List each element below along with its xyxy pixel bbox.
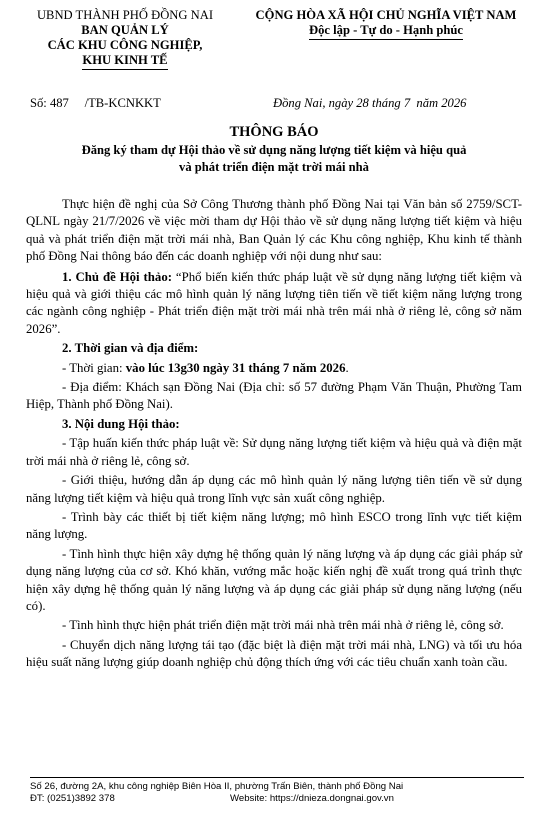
nation-title: CỘNG HÒA XÃ HỘI CHỦ NGHĨA VIỆT NAM xyxy=(255,8,517,22)
content-item: - Chuyển dịch năng lượng tái tạo (đặc biệt là điện mặt trời mái nhà, LNG) và tối ưu hóa hiệu suất năng lượng giúp doanh nghiệp chủ động thích ứng với các tiêu chuẩn xanh toàn cầu. xyxy=(26,637,522,670)
content-item: - Giới thiệu, hướng dẫn áp dụng các mô hình quản lý năng lượng tiên tiến về sử dụng năng lượng tiết kiệm và hiệu quả trong lĩnh vực sản xuất công nghiệp. xyxy=(26,473,522,505)
intro-paragraph: Thực hiện đề nghị của Sở Công Thương thành phố Đồng Nai tại Văn bản số 2759/SCT-QLNL ngày 21/7/2026 về việc mời tham dự Hội thảo về sử dụng năng lượng tiết kiệm và hiệu quả và phát triển điện mặt trời mái nhà, Ban Quản lý các Khu công nghiệp, Khu kinh tế thành phố Đồng Nai thông báo đến các doanh nghiệp với nội dung như sau: xyxy=(26,197,522,264)
content-item: - Tình hình thực hiện phát triển điện mặt trời mái nhà trên mái nhà ở riêng lẻ, công sở. xyxy=(62,618,504,633)
document-number: Số: 487 /TB-KCNKKT xyxy=(30,96,161,110)
venue-line: - Địa điểm: Khách sạn Đồng Nai (Địa chỉ: số 57 đường Phạm Văn Thuận, Phường Tam Hiệp, Thành phố Đồng Nai). xyxy=(26,380,522,412)
page-footer xyxy=(30,777,524,805)
footer-website: Website: https://dnieza.dongnai.gov.vn xyxy=(230,793,394,804)
time-line xyxy=(26,360,522,377)
issuing-authority xyxy=(20,8,230,70)
subject-line-2: và phát triển điện mặt trời mái nhà xyxy=(179,160,369,174)
content-item: - Tập huấn kiến thức pháp luật về: Sử dụng năng lượng tiết kiệm và hiệu quả và điện mặt trời mái nhà ở riêng lẻ, công sở. xyxy=(26,436,522,468)
time-value: vào lúc 13g30 ngày 31 tháng 7 năm 2026 xyxy=(125,360,346,375)
org-line-1: UBND THÀNH PHỐ ĐỒNG NAI xyxy=(36,8,214,22)
document-date: Đồng Nai, ngày 28 tháng 7 năm 2026 xyxy=(273,96,467,110)
document-title: THÔNG BÁO xyxy=(229,124,319,140)
content-item: - Trình bày các thiết bị tiết kiệm năng lượng; mô hình ESCO trong lĩnh vực tiết kiệm năng lượng. xyxy=(26,509,522,542)
document-subject xyxy=(40,142,508,176)
content-item: - Tình hình thực hiện xây dựng hệ thống quản lý năng lượng và áp dụng các giải pháp sử dụng năng lượng của cơ sở. Khó khăn, vướng mắc hoặc kiến nghị đề xuất trong quá trình thực hiện xây dựng hệ thống quản lý năng lượng và áp dụng các giải pháp sử dụng năng lượng (nếu có). xyxy=(26,546,522,613)
time-suffix: . xyxy=(345,360,349,375)
subject-line-1: Đăng ký tham dự Hội thảo về sử dụng năng lượng tiết kiệm và hiệu quả xyxy=(81,143,467,157)
org-line-2: BAN QUẢN LÝ xyxy=(81,23,169,37)
section-2-heading: 2. Thời gian và địa điểm: xyxy=(62,341,199,356)
section-1-label: 1. Chủ đề Hội thảo: xyxy=(62,269,172,284)
org-line-4: KHU KINH TẾ xyxy=(82,53,167,70)
section-3-heading: 3. Nội dung Hội thảo: xyxy=(62,416,180,431)
time-prefix: - Thời gian: xyxy=(62,360,126,375)
org-line-3: CÁC KHU CÔNG NGHIỆP, xyxy=(47,38,203,52)
section-1-paragraph xyxy=(26,269,522,339)
national-motto: Độc lập - Tự do - Hạnh phúc xyxy=(309,23,463,40)
document-body xyxy=(26,196,522,674)
footer-phone: ĐT: (0251)3892 378 xyxy=(30,793,115,804)
footer-address: Số 26, đường 2A, khu công nghiệp Biên Hòa II, phường Trấn Biên, thành phố Đồng Nai xyxy=(30,781,404,792)
section-1-text: “Phổ biến kiến thức pháp luật về sử dụng năng lượng tiết kiệm và hiệu quả và giới thiệu các mô hình quản lý năng lượng tiên tiến về tiết kiệm năng lượng trong các ngành công nghiệp - Phát triển điện mặt trời mái nhà trên mái nhà ở riêng lẻ, công sở năm 2026”. xyxy=(26,269,522,336)
national-header xyxy=(236,8,536,40)
